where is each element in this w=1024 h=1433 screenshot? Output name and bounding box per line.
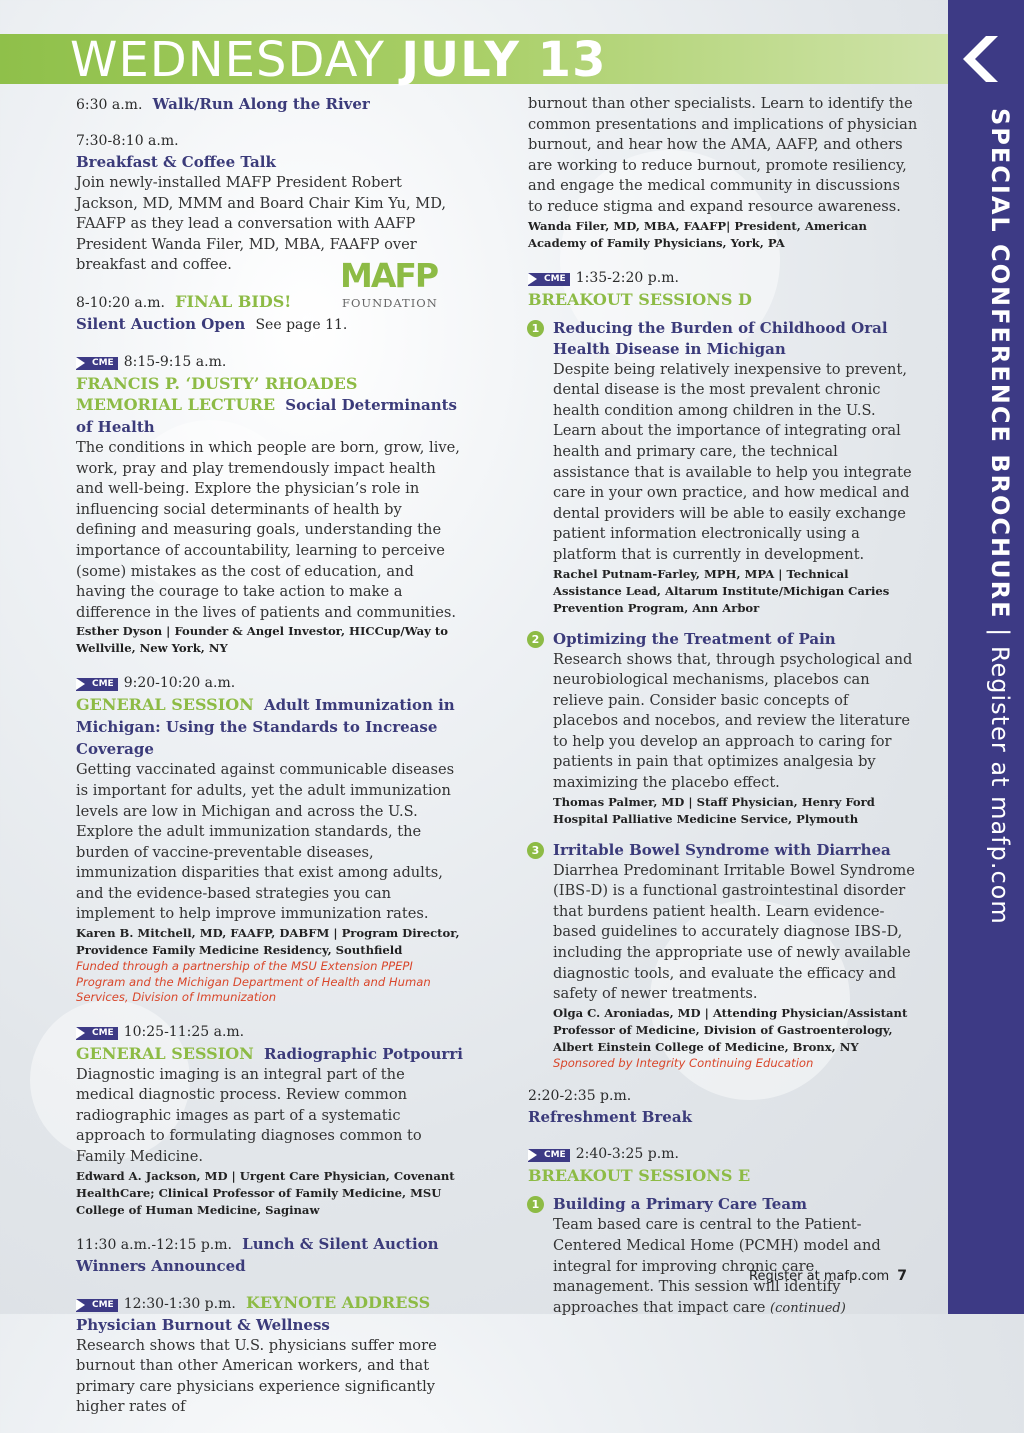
breakout-sessions-e	[528, 1143, 918, 1319]
event-title: Walk/Run Along the River	[152, 95, 370, 113]
session-title: Optimizing the Treatment of Pain	[553, 629, 836, 648]
event-title: Refreshment Break	[528, 1108, 692, 1127]
logo-mark: MAFP	[340, 256, 438, 295]
breakout-item	[531, 318, 918, 617]
page-number: 7	[897, 1268, 907, 1284]
event-general-session-1	[76, 672, 464, 1005]
keynote-continued	[528, 94, 918, 252]
number-badge: 1	[527, 1196, 544, 1213]
event-title: Radiographic Potpourri	[263, 1044, 463, 1063]
cme-badge: CME	[528, 1149, 570, 1162]
event-time: 9:20-10:20 a.m.	[123, 675, 236, 692]
session-speaker: Olga C. Aroniadas, MD | Attending Physician/Assistant Professor of Medicine, Division of Gastroenterology, Albert Einstein College of Medicine, Bronx, NY	[553, 1005, 908, 1054]
event-time: 11:30 a.m.-12:15 p.m.	[76, 1236, 232, 1253]
cme-badge: CME	[76, 1027, 118, 1040]
session-description: Despite being relatively inexpensive to prevent, dental disease is the most prevalent chronic health condition among children in the U.S. Learn about the importance of integrating oral health and primary care, the technical assistance that is available to help you integrate care in your own practice, and how medical and dental providers will be able to easily exchange patient information electronically using a platform that is currently in development.	[553, 360, 912, 563]
register-link[interactable]: Register at mafp.com	[986, 645, 1014, 925]
event-label: GENERAL SESSION	[76, 1043, 254, 1063]
session-title: Reducing the Burden of Childhood Oral Health Disease in Michigan	[553, 318, 888, 358]
cme-badge: CME	[76, 1299, 118, 1312]
sidebar-separator: |	[986, 628, 1014, 638]
breakout-item	[531, 840, 918, 1072]
event-time: 8-10:20 a.m.	[76, 294, 165, 311]
event-title: Breakfast & Coffee Talk	[76, 153, 276, 171]
cme-badge: CME	[528, 273, 570, 286]
event-label: BREAKOUT SESSIONS E	[528, 1166, 751, 1186]
chevron-left-icon[interactable]	[958, 36, 998, 82]
event-time: 6:30 a.m.	[76, 97, 143, 113]
funding-note: Funded through a partnership of the MSU Extension PPEPI Program and the Michigan Department of Health and Human Services, Division of Immunization	[76, 959, 431, 1005]
event-speaker: Karen B. Mitchell, MD, FAAFP, DABFM | Program Director, Providence Family Medicine Residency, Southfield	[76, 926, 460, 958]
event-title: Physician Burnout & Wellness	[76, 1315, 330, 1334]
cme-badge: CME	[76, 357, 118, 370]
event-label: KEYNOTE ADDRESS	[246, 1292, 431, 1312]
session-description-text: Team based care is central to the Patient-Centered Medical Home (PCMH) model and integral for improving chronic care management. This session will identify approaches that impact care	[553, 1216, 881, 1316]
event-label: BREAKOUT SESSIONS D	[528, 289, 752, 309]
session-speaker: Thomas Palmer, MD | Staff Physician, Henry Ford Hospital Palliative Medicine Service, Plymouth	[553, 794, 875, 826]
session-description: Diarrhea Predominant Irritable Bowel Syndrome (IBS-D) is a functional gastrointestinal disorder that burdens patient health. Learn evidence-based guidelines to accurately diagnose IBS-D, including the appropriate use of newly available diagnostic tools, and evaluate the efficacy and safety of newer treatments.	[553, 861, 915, 1003]
page-footer	[749, 1268, 907, 1284]
event-time: 12:30-1:30 p.m.	[123, 1295, 236, 1312]
breakout-item	[531, 629, 918, 828]
number-badge: 3	[527, 842, 544, 859]
event-lunch	[76, 1234, 464, 1277]
session-title: Irritable Bowel Syndrome with Diarrhea	[553, 840, 891, 859]
event-time: 1:35-2:20 p.m.	[575, 269, 679, 286]
event-refreshment	[528, 1086, 918, 1128]
header-day: WEDNESDAY	[70, 32, 385, 88]
event-description: The conditions in which people are born, grow, live, work, pray and play tremendously impact health and well-being. Explore the physician’s role in influencing social determinants of health by defining and measuring goals, understanding the importance of accountability, learning to perceive (some) mistakes as the cost of education, and having the courage to take action to make a difference in the lives of patients and communities.	[76, 438, 460, 621]
event-time: 8:15-9:15 a.m.	[123, 353, 227, 370]
event-speaker: Esther Dyson | Founder & Angel Investor, HICCup/Way to Wellville, New York, NY	[76, 624, 449, 656]
left-column	[76, 94, 464, 1433]
header-date: JULY 13	[401, 32, 607, 88]
event-description: Research shows that U.S. physicians suffer more burnout than other American workers, and that primary care physicians experience significantly higher rates of	[76, 1336, 437, 1416]
event-description: Join newly-installed MAFP President Robert Jackson, MD, MMM and Board Chair Kim Yu, MD, FAAFP as they lead a conversation with AAFP President Wanda Filer, MD, MBA, FAAFP over breakfast and coffee.	[76, 174, 447, 274]
event-walk	[76, 94, 464, 116]
event-title: Lunch & Silent Auction Winners Announced	[76, 1234, 439, 1275]
event-time: 10:25-11:25 a.m.	[123, 1023, 245, 1040]
event-keynote	[76, 1292, 464, 1418]
event-label: FINAL BIDS!	[175, 291, 292, 311]
event-time: 2:40-3:25 p.m.	[575, 1146, 679, 1163]
number-badge: 1	[527, 320, 544, 337]
event-speaker: Wanda Filer, MD, MBA, FAAFP| President, American Academy of Family Physicians, York, PA	[528, 218, 867, 250]
event-description: burnout than other specialists. Learn to identify the common presentations and implications of physician burnout, and hear how the AMA, AAFP, and others are working to reduce burnout, promote resiliency, and engage the medical community in discussions to reduce stigma and expand resource awareness.	[528, 95, 918, 215]
session-speaker: Rachel Putnam-Farley, MPH, MPA | Technical Assistance Lead, Altarum Institute/Michigan Caries Prevention Program, Ann Arbor	[553, 566, 890, 615]
number-badge: 2	[527, 631, 544, 648]
page-title	[70, 30, 606, 90]
logo-sub: FOUNDATION	[342, 296, 438, 310]
event-label: GENERAL SESSION	[76, 695, 254, 715]
sponsor-note: Sponsored by Integrity Continuing Education	[553, 1055, 814, 1070]
event-time: 7:30-8:10 a.m.	[76, 133, 179, 149]
breakout-sessions-d	[528, 267, 918, 1072]
event-time: 2:20-2:35 p.m.	[528, 1088, 632, 1105]
continued-note: (continued)	[770, 1300, 846, 1316]
event-breakfast	[76, 131, 464, 276]
breakout-item	[531, 1194, 918, 1319]
event-lecture	[76, 351, 464, 657]
session-title: Building a Primary Care Team	[553, 1195, 807, 1214]
session-description: Research shows that, through psychological and neurobiological mechanisms, placebos can relieve pain. Consider basic concepts of placebos and nocebos, and review the literature to help you develop an approach to caring for patients in pain that optimizes analgesia by maximizing the placebo effect.	[553, 650, 913, 792]
event-description: Getting vaccinated against communicable diseases is important for adults, yet the adult immunization levels are low in Michigan and across the U.S. Explore the adult immunization standards, the burden of vaccine-preventable diseases, immunization disparities that exist among adults, and the evidence-based strategies you can implement to help improve immunization rates.	[76, 761, 455, 923]
event-title: Silent Auction Open	[76, 314, 246, 333]
footer-register-link[interactable]: Register at mafp.com	[749, 1269, 890, 1284]
right-column	[528, 94, 918, 1334]
event-auction	[76, 291, 464, 336]
event-label: FRANCIS P. ‘DUSTY’ RHOADES MEMORIAL LECTURE	[76, 373, 358, 414]
event-description: Diagnostic imaging is an integral part of the medical diagnostic process. Review common radiographic images as part of a systematic approach to formulating diagnoses common to Family Medicine.	[76, 1065, 422, 1165]
event-title: Social Determinants of Health	[76, 395, 457, 436]
event-note: See page 11.	[255, 316, 348, 333]
cme-badge: CME	[76, 678, 118, 691]
event-general-session-2	[76, 1021, 464, 1219]
event-title: Adult Immunization in Michigan: Using the Standards to Increase Coverage	[76, 696, 455, 759]
event-speaker: Edward A. Jackson, MD | Urgent Care Physician, Covenant HealthCare; Clinical Professor of Family Medicine, MSU College of Human Medicine, Saginaw	[76, 1168, 455, 1217]
sidebar-text	[986, 108, 1014, 938]
brochure-label: SPECIAL CONFERENCE BROCHURE	[986, 108, 1014, 620]
